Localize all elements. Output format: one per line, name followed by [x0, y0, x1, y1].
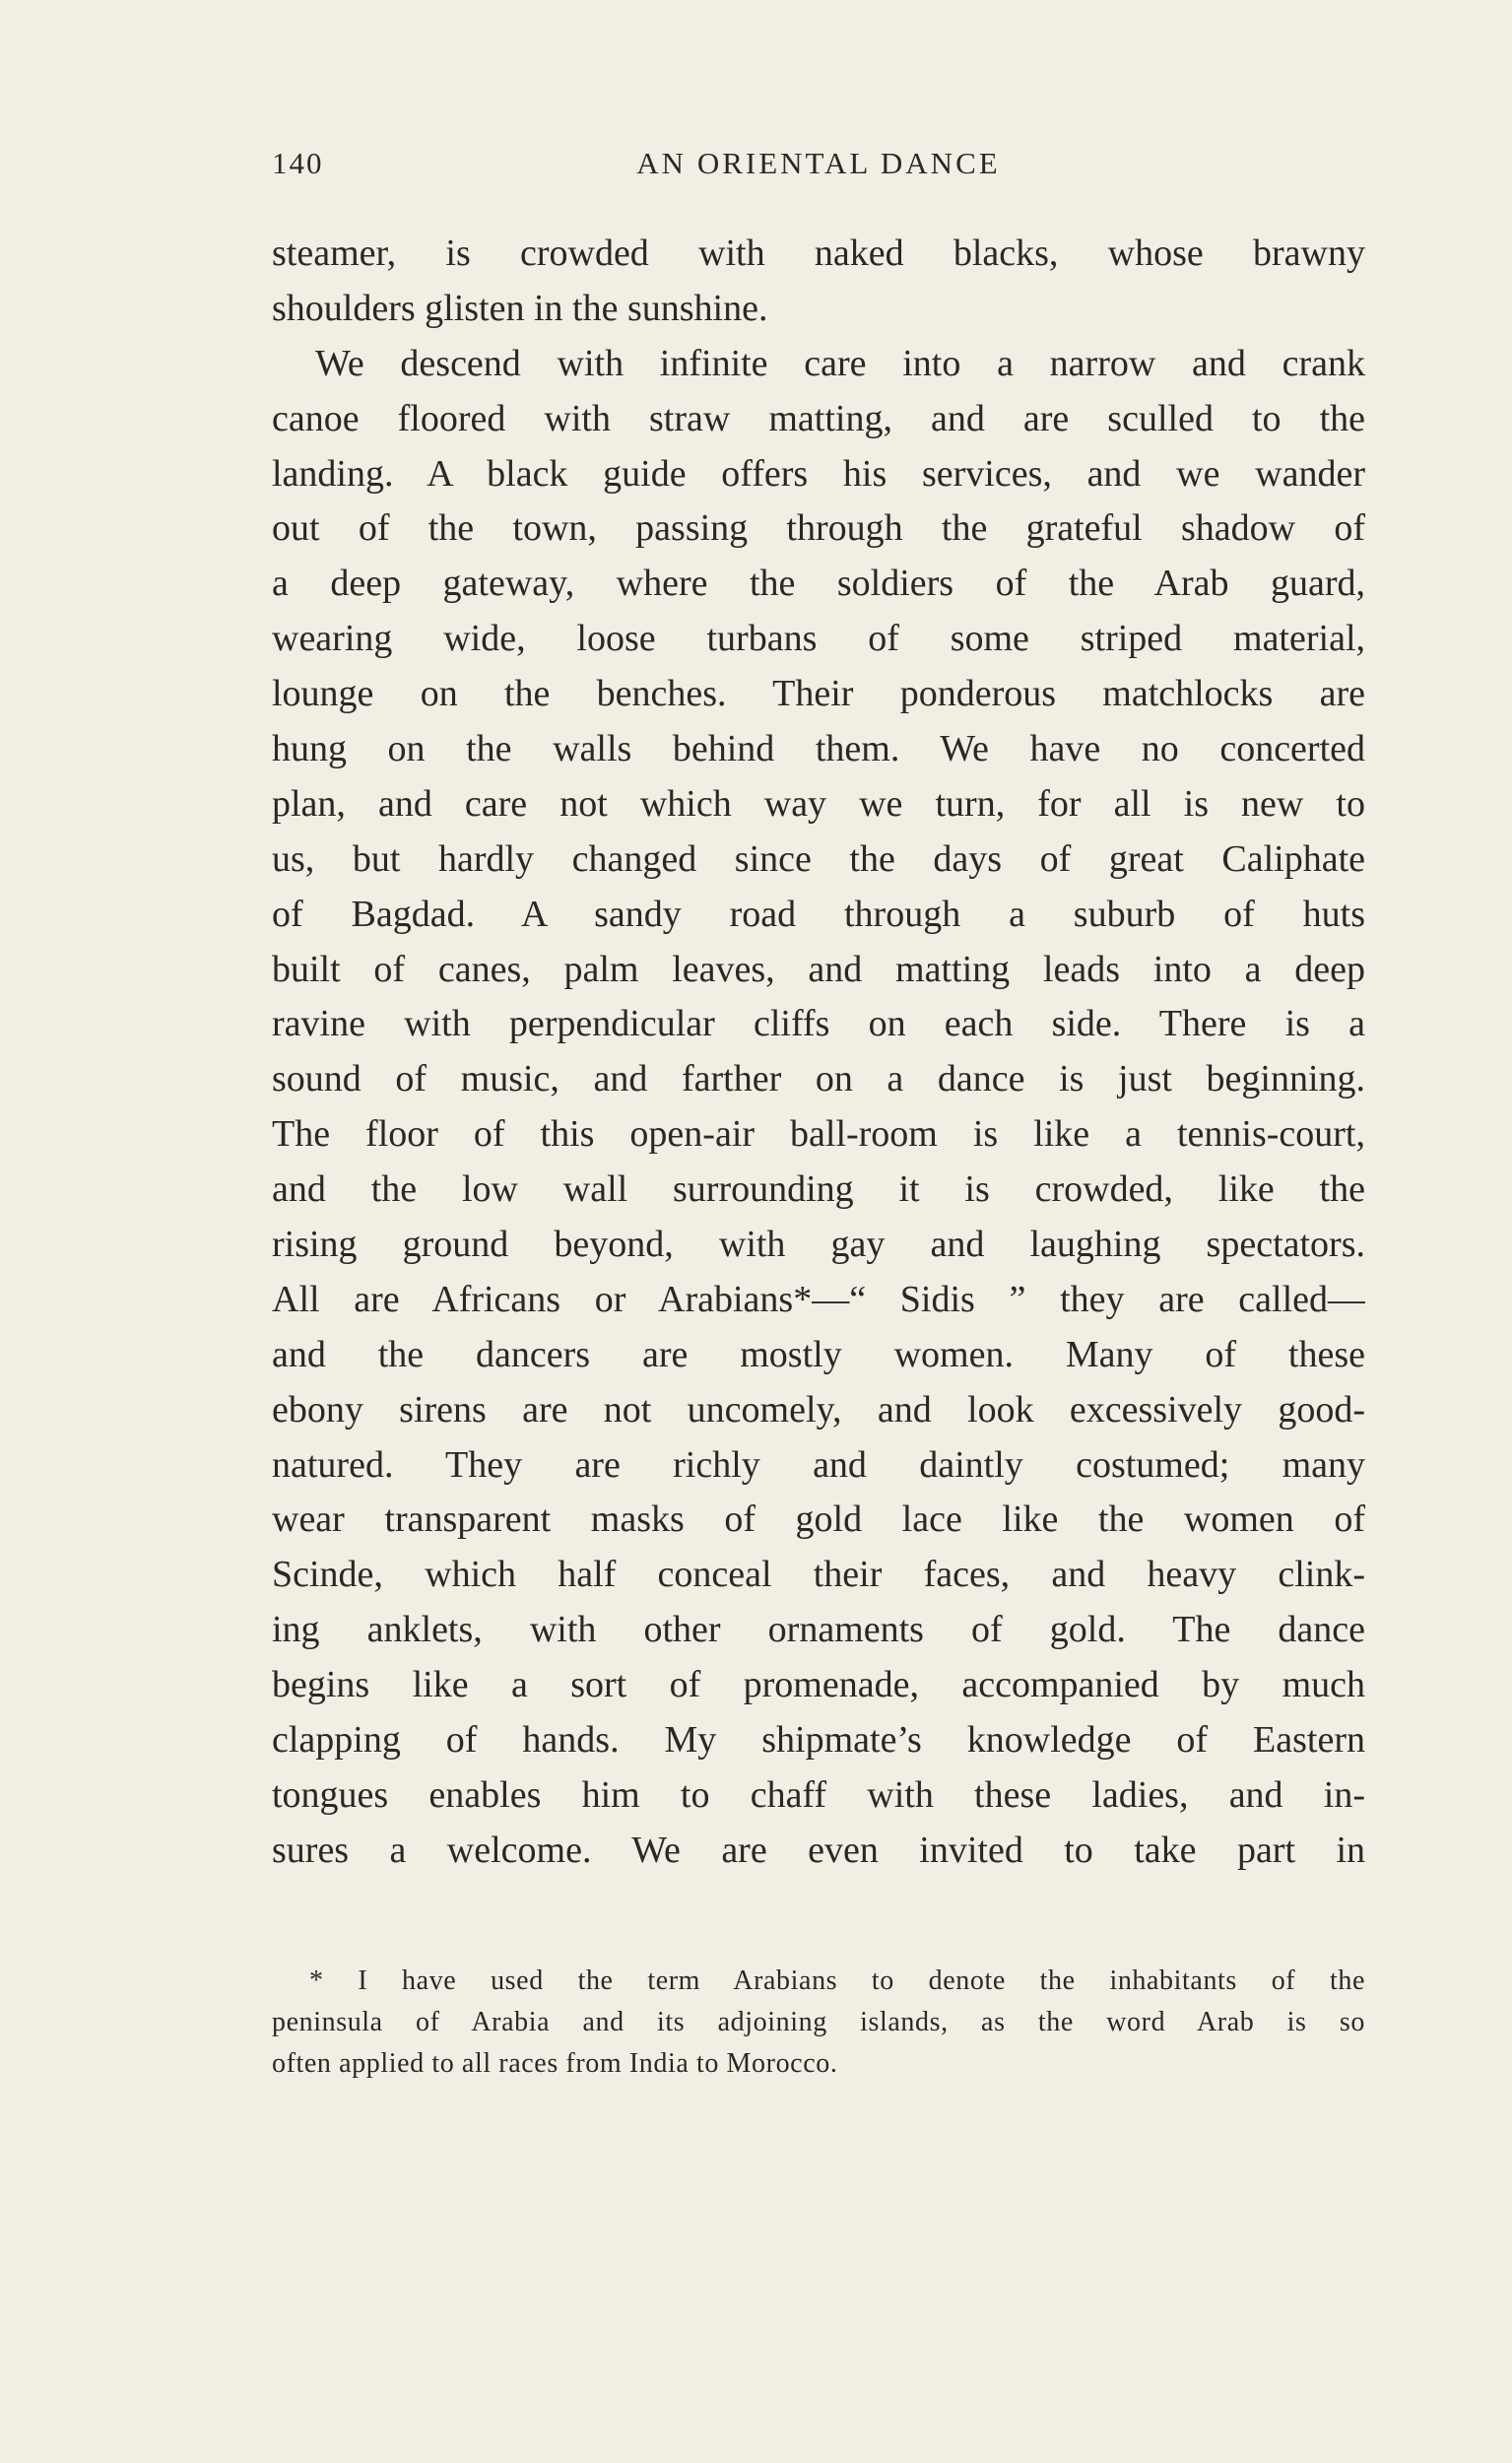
text-line: ing anklets, with other ornaments of gold. The dance [272, 1609, 1365, 1651]
text-line: a deep gateway, where the soldiers of the Arab guard, [272, 563, 1365, 605]
text-line: plan, and care not which way we turn, for all is new to [272, 782, 1365, 825]
footnote [272, 1961, 1365, 2085]
text-line: of Bagdad. A sandy road through a suburb of huts [272, 893, 1365, 935]
text-line: sound of music, and farther on a dance is just beginning. [272, 1058, 1365, 1100]
text-line: tongues enables him to chaff with these ladies, and in- [272, 1773, 1365, 1816]
text-line: wearing wide, loose turbans of some striped material, [272, 618, 1365, 660]
footnote-line: * I have used the term Arabians to denote the inhabitants of the [309, 1965, 1365, 1996]
text-line: built of canes, palm leaves, and matting leads into a deep [272, 948, 1365, 990]
text-line: sures a welcome. We are even invited to take part in [272, 1829, 1365, 1871]
text-line: The floor of this open-air ball-room is like a tennis-court, [272, 1113, 1365, 1156]
text-line: natured. They are richly and daintly costumed; many [272, 1443, 1365, 1486]
page-number: 140 [272, 146, 324, 180]
text-line: shoulders glisten in the sunshine. [272, 287, 768, 329]
text-line: rising ground beyond, with gay and laughing spectators. [272, 1224, 1365, 1266]
text-line: steamer, is crowded with naked blacks, whose brawny [272, 233, 1365, 274]
body-text [272, 227, 1365, 1879]
text-line: All are Africans or Arabians*—“ Sidis ” they are called— [272, 1278, 1365, 1320]
text-line: wear transparent masks of gold lace like the women of [272, 1498, 1365, 1541]
text-line: We descend with infinite care into a narrow and crank [315, 342, 1365, 384]
text-line: lounge on the benches. Their ponderous matchlocks are [272, 673, 1365, 715]
text-line: and the low wall surrounding it is crowded, like the [272, 1168, 1365, 1211]
text-line: landing. A black guide offers his services, and we wander [272, 452, 1365, 495]
text-line: begins like a sort of promenade, accompanied by much [272, 1664, 1365, 1706]
running-head [272, 146, 1365, 189]
text-line: hung on the walls behind them. We have no concerted [272, 728, 1365, 770]
text-line: Scinde, which half conceal their faces, and heavy clink- [272, 1554, 1365, 1596]
text-line: and the dancers are mostly women. Many of these [272, 1333, 1365, 1375]
text-line: clapping of hands. My shipmate’s knowledge of Eastern [272, 1719, 1365, 1762]
text-line: out of the town, passing through the grateful shadow of [272, 507, 1365, 550]
footnote-line: peninsula of Arabia and its adjoining islands, as the word Arab is so [272, 2007, 1365, 2037]
text-line: ravine with perpendicular cliffs on each side. There is a [272, 1003, 1365, 1045]
text-line: ebony sirens are not uncomely, and look excessively good- [272, 1388, 1365, 1431]
text-line: us, but hardly changed since the days of great Caliphate [272, 837, 1365, 880]
text-line: canoe floored with straw matting, and are sculled to the [272, 397, 1365, 439]
footnote-line: often applied to all races from India to Morocco. [272, 2048, 838, 2079]
running-title: AN ORIENTAL DANCE [636, 146, 1001, 180]
